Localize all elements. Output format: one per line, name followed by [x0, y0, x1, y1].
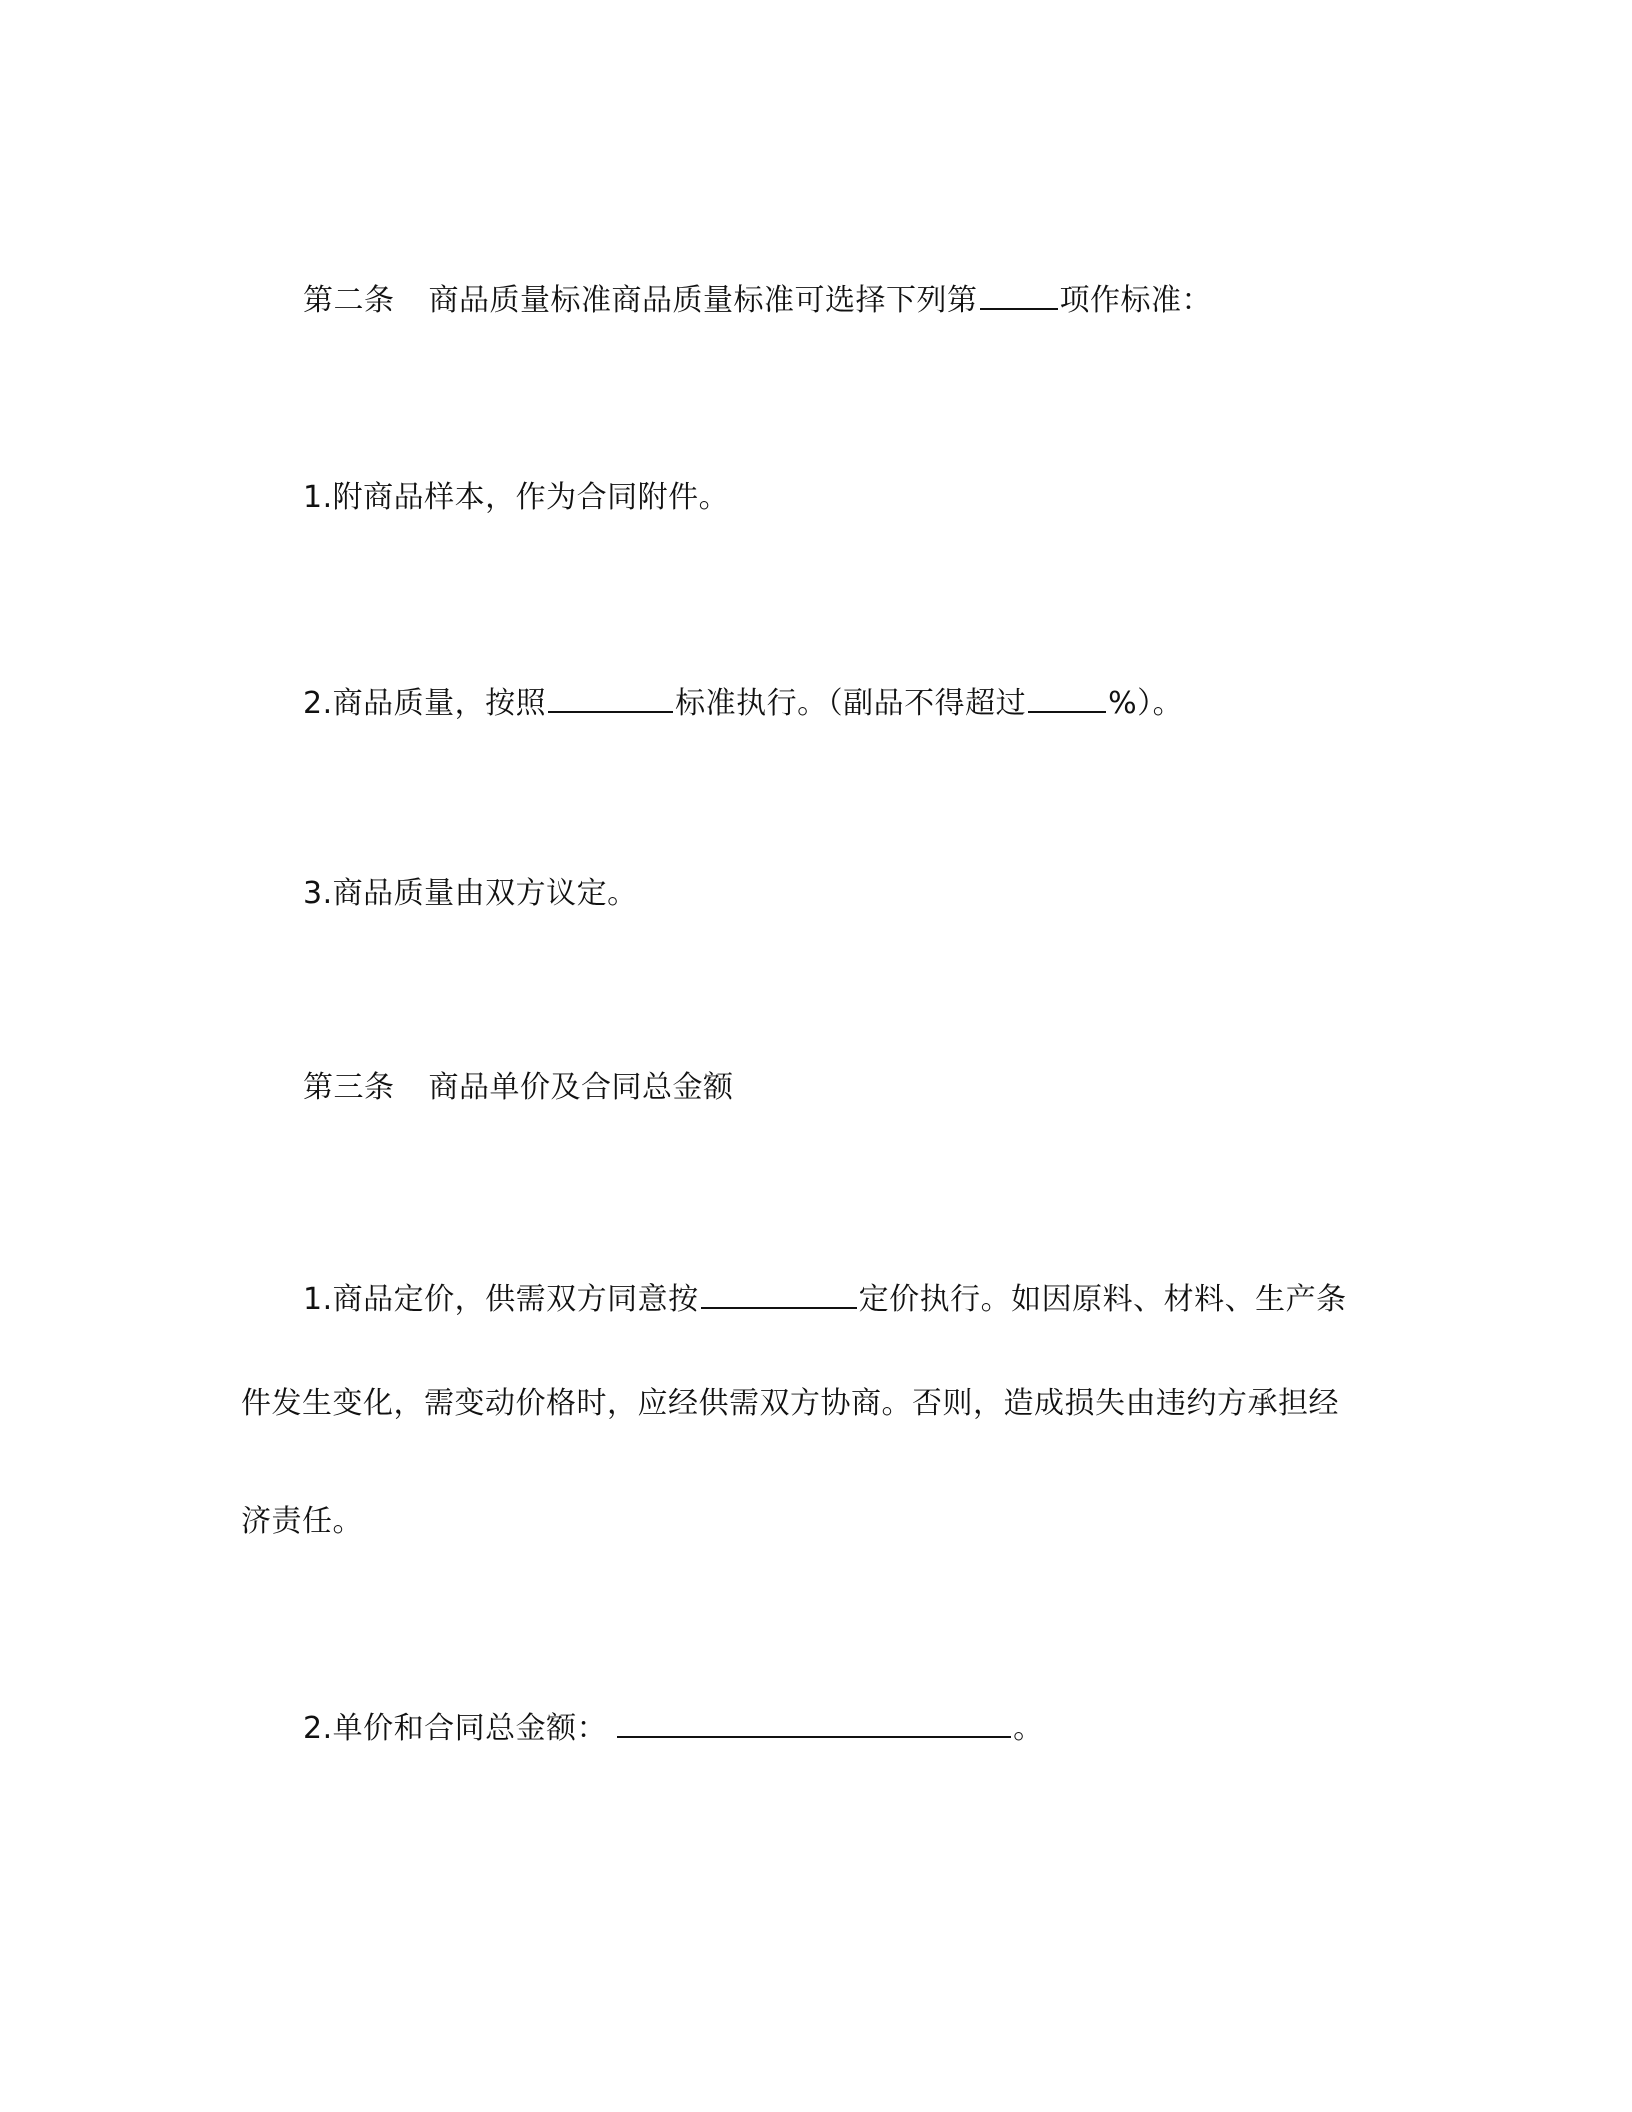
- article-3-heading: [303, 1068, 734, 1108]
- standard-item-blank[interactable]: [980, 274, 1058, 310]
- article-3-item-2-text: 2.单价和合同总金额：: [303, 1711, 608, 1746]
- article-2-item-2-text-a: 2.商品质量，按照: [303, 686, 547, 721]
- article-2-item-2-text-c: %）。: [1108, 686, 1184, 721]
- article-3-number: 第三条: [303, 1070, 395, 1105]
- article-3-item-1: [303, 1273, 1347, 1320]
- article-2-title-end: 项作标准：: [1059, 283, 1212, 318]
- article-2-number: 第二条: [303, 283, 395, 318]
- defect-percent-blank[interactable]: [1028, 677, 1106, 713]
- article-2-item-2: [303, 677, 1183, 724]
- article-2-item-3: 3.商品质量由双方议定。: [303, 876, 638, 911]
- article-2-item-2-text-b: 标准执行。（副品不得超过: [675, 686, 1027, 721]
- article-2-heading: [303, 274, 1212, 321]
- pricing-basis-blank[interactable]: [701, 1273, 857, 1309]
- article-3-title: 商品单价及合同总金额: [428, 1070, 734, 1105]
- article-3-item-1-line-3: 济责任。: [241, 1504, 363, 1539]
- article-3-item-1-line-2: 件发生变化，需变动价格时，应经供需双方协商。否则，造成损失由违约方承担经: [241, 1386, 1339, 1421]
- quality-standard-blank[interactable]: [548, 677, 673, 713]
- total-amount-blank[interactable]: [617, 1702, 1011, 1738]
- article-2-item-1: 1.附商品样本，作为合同附件。: [303, 480, 730, 515]
- article-2-title: 商品质量标准商品质量标准可选择下列第: [428, 283, 978, 318]
- article-3-item-2-end: 。: [1013, 1711, 1044, 1746]
- article-3-item-2: [303, 1702, 1044, 1749]
- article-3-item-1-text-b: 定价执行。如因原料、材料、生产条: [858, 1282, 1347, 1317]
- article-3-item-1-text-a: 1.商品定价，供需双方同意按: [303, 1282, 699, 1317]
